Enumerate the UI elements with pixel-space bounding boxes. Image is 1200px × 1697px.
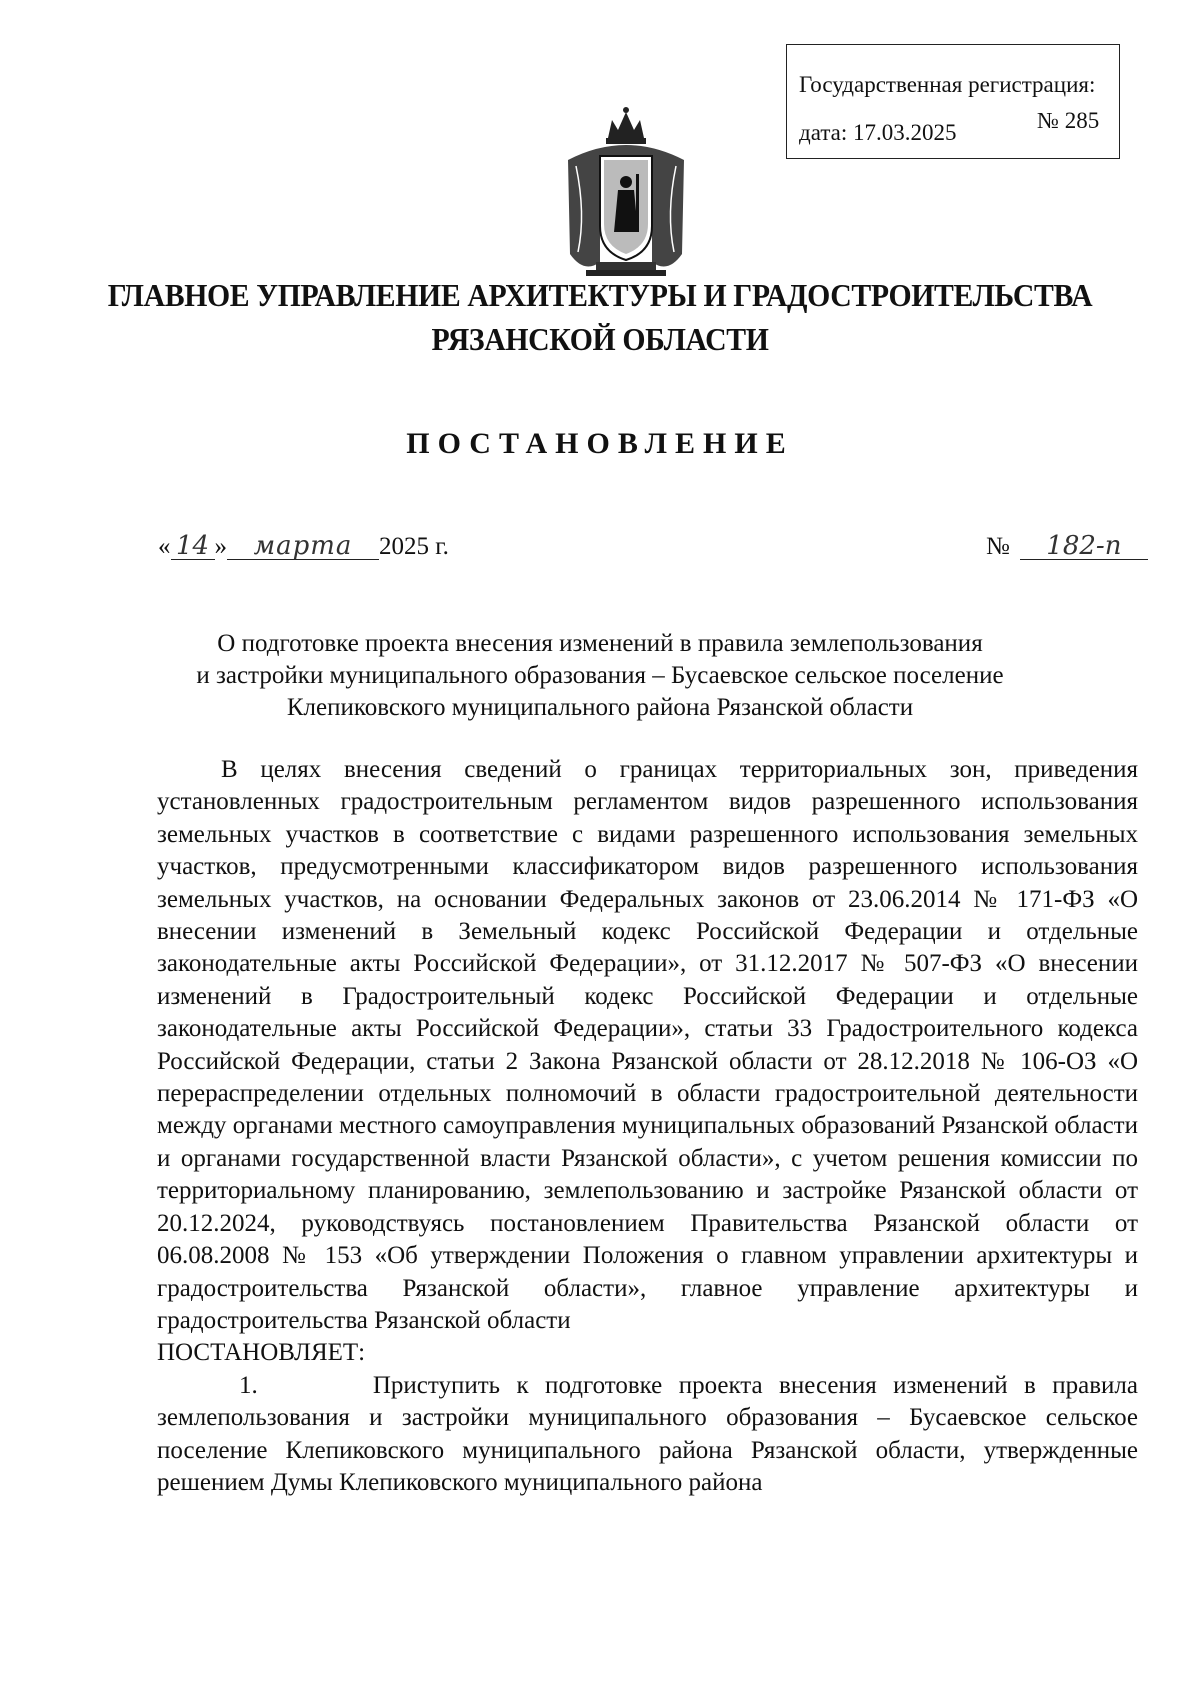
- organization-title-line1: ГЛАВНОЕ УПРАВЛЕНИЕ АРХИТЕКТУРЫ И ГРАДОСТРОИТЕЛЬСТВА: [107, 277, 1093, 313]
- item-1-text: Приступить к подготовке проекта внесения изменений в правила землепользования и застройки муниципального образования – Бусаевское сельское поселение Клепиковского муниципального района Рязанской области, утвержденные решением Думы Клепиковского муниципального района: [157, 1371, 1138, 1496]
- document-number-label: №: [986, 533, 1010, 560]
- date-close-quote: »: [214, 533, 227, 560]
- date-month: марта: [227, 533, 379, 560]
- document-date: [158, 533, 449, 561]
- date-open-quote: «: [158, 533, 171, 560]
- document-number: [986, 533, 1148, 561]
- resolves-label: ПОСТАНОВЛЯЕТ:: [157, 1339, 366, 1367]
- document-subject: [150, 628, 1050, 724]
- preamble-paragraph: В целях внесения сведений о границах территориальных зон, приведения установленных градостроительным регламентом видов разрешенного использования земельных участков в соответствие с видами разрешенного использования земельных участков, предусмотренными классификатором видов разрешенного использования земельных участков, на основании Федеральных законов от 23.06.2014 № 171-ФЗ «О внесении изменений в Земельный кодекс Российской Федерации и отдельные законодательные акты Российской Федерации», от 31.12.2017 № 507-ФЗ «О внесении изменений в Градостроительный кодекс Российской Федерации и отдельные законодательные акты Российской Федерации», статьи 33 Градостроительного кодекса Российской Федерации, статьи 2 Закона Рязанской области от 28.12.2018 № 106-ОЗ «О перераспределении отдельных полномочий в области градостроительной деятельности между органами местного самоуправления муниципальных образований Рязанской области и органами государственной власти Рязанской области», с учетом решения комиссии по территориальному планированию, землепользованию и застройке Рязанской области от 20.12.2024, руководствуясь постановлением Правительства Рязанской области от 06.08.2008 № 153 «Об утверждении Положения о главном управлении архитектуры и градостроительства Рязанской области», главное управление архитектуры и градостроительства Рязанской области: [157, 756, 1138, 1334]
- organization-title: [42, 273, 1158, 361]
- subject-line2: и застройки муниципального образования – Бусаевское сельское поселение: [196, 662, 1004, 689]
- subject-line1: О подготовке проекта внесения изменений в правила землепользования: [217, 630, 983, 657]
- document-number-value: 182-п: [1020, 533, 1148, 560]
- registration-title: Государственная регистрация:: [799, 72, 1096, 97]
- registration-number: № 285: [1037, 108, 1100, 133]
- date-day: 14: [171, 533, 215, 560]
- organization-title-line2: РЯЗАНСКОЙ ОБЛАСТИ: [431, 321, 769, 357]
- registration-stamp: [786, 44, 1120, 159]
- coat-of-arms-icon: [556, 104, 696, 280]
- item-1-paragraph: [157, 1370, 1138, 1500]
- date-year: 2025 г.: [379, 533, 449, 560]
- document-type: ПОСТАНОВЛЕНИЕ: [406, 427, 794, 460]
- document-body: [157, 754, 1138, 1499]
- item-1-number: 1.: [239, 1371, 258, 1399]
- subject-line3: Клепиковского муниципального района Рязанской области: [286, 694, 914, 721]
- registration-date: дата: 17.03.2025: [799, 120, 957, 145]
